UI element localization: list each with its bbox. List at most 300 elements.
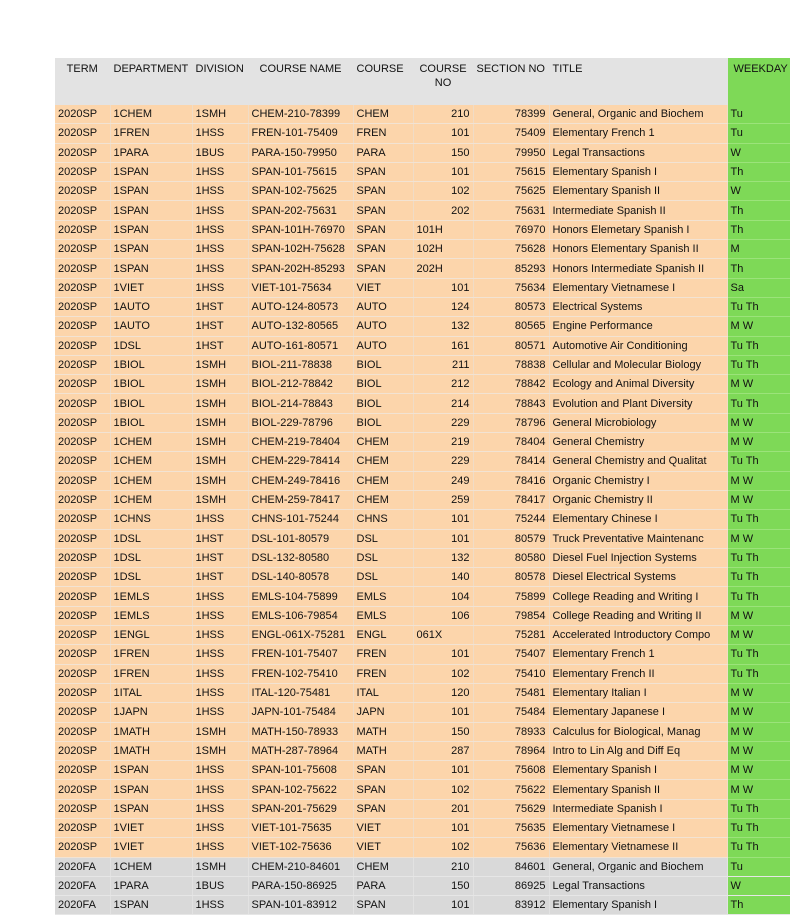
- cell-title[interactable]: Elementary Spanish I: [549, 896, 727, 915]
- cell-course-no[interactable]: 101: [413, 529, 473, 548]
- cell-department[interactable]: 1JAPN: [110, 703, 192, 722]
- cell-term[interactable]: 2020SP: [55, 799, 110, 818]
- cell-title[interactable]: Calculus for Biological, Manag: [549, 722, 727, 741]
- cell-division[interactable]: 1SMH: [192, 471, 248, 490]
- cell-term[interactable]: 2020SP: [55, 259, 110, 278]
- cell-term[interactable]: 2020SP: [55, 317, 110, 336]
- cell-course-name[interactable]: MATH-287-78964: [248, 741, 353, 760]
- cell-course-name[interactable]: AUTO-161-80571: [248, 336, 353, 355]
- cell-course-name[interactable]: BIOL-212-78842: [248, 375, 353, 394]
- cell-section-no[interactable]: 75635: [473, 818, 549, 837]
- cell-course-no[interactable]: 219: [413, 433, 473, 452]
- cell-course[interactable]: VIET: [353, 838, 413, 857]
- cell-course-name[interactable]: SPAN-202H-85293: [248, 259, 353, 278]
- cell-course[interactable]: ENGL: [353, 626, 413, 645]
- cell-title[interactable]: Elementary Spanish I: [549, 761, 727, 780]
- cell-course[interactable]: AUTO: [353, 297, 413, 316]
- cell-weekday[interactable]: M W: [727, 683, 790, 702]
- cell-term[interactable]: 2020SP: [55, 587, 110, 606]
- cell-weekday[interactable]: M W: [727, 703, 790, 722]
- cell-course-name[interactable]: FREN-102-75410: [248, 664, 353, 683]
- table-row[interactable]: [55, 703, 790, 722]
- cell-division[interactable]: 1SMH: [192, 722, 248, 741]
- cell-title[interactable]: Elementary Italian I: [549, 683, 727, 702]
- cell-course-name[interactable]: MATH-150-78933: [248, 722, 353, 741]
- cell-division[interactable]: 1SMH: [192, 741, 248, 760]
- cell-term[interactable]: 2020SP: [55, 162, 110, 181]
- cell-department[interactable]: 1FREN: [110, 124, 192, 143]
- cell-section-no[interactable]: 75631: [473, 201, 549, 220]
- table-row[interactable]: [55, 182, 790, 201]
- cell-course-name[interactable]: FREN-101-75409: [248, 124, 353, 143]
- cell-title[interactable]: Honors Elementary Spanish II: [549, 240, 727, 259]
- cell-section-no[interactable]: 78416: [473, 471, 549, 490]
- cell-course[interactable]: BIOL: [353, 355, 413, 374]
- cell-course-no[interactable]: 150: [413, 876, 473, 895]
- cell-course-name[interactable]: CHNS-101-75244: [248, 510, 353, 529]
- cell-course-no[interactable]: 140: [413, 568, 473, 587]
- cell-course-no[interactable]: 101: [413, 896, 473, 915]
- cell-section-no[interactable]: 75484: [473, 703, 549, 722]
- cell-weekday[interactable]: Tu Th: [727, 568, 790, 587]
- cell-division[interactable]: 1SMH: [192, 355, 248, 374]
- cell-course[interactable]: EMLS: [353, 587, 413, 606]
- cell-title[interactable]: Organic Chemistry II: [549, 490, 727, 509]
- cell-term[interactable]: 2020SP: [55, 664, 110, 683]
- cell-title[interactable]: Elementary Vietnamese I: [549, 818, 727, 837]
- table-row[interactable]: [55, 143, 790, 162]
- cell-title[interactable]: Honors Intermediate Spanish II: [549, 259, 727, 278]
- cell-course-no[interactable]: 259: [413, 490, 473, 509]
- cell-term[interactable]: 2020SP: [55, 818, 110, 837]
- cell-division[interactable]: 1SMH: [192, 413, 248, 432]
- cell-title[interactable]: General, Organic and Biochem: [549, 857, 727, 876]
- cell-course-name[interactable]: SPAN-101-83912: [248, 896, 353, 915]
- cell-term[interactable]: 2020SP: [55, 143, 110, 162]
- cell-division[interactable]: 1HST: [192, 568, 248, 587]
- cell-course[interactable]: FREN: [353, 664, 413, 683]
- cell-course-name[interactable]: EMLS-104-75899: [248, 587, 353, 606]
- cell-course-name[interactable]: PARA-150-86925: [248, 876, 353, 895]
- cell-weekday[interactable]: Tu Th: [727, 336, 790, 355]
- cell-section-no[interactable]: 80578: [473, 568, 549, 587]
- cell-weekday[interactable]: M W: [727, 722, 790, 741]
- cell-section-no[interactable]: 80565: [473, 317, 549, 336]
- cell-course-name[interactable]: SPAN-101-75615: [248, 162, 353, 181]
- cell-course-no[interactable]: 101H: [413, 220, 473, 239]
- cell-department[interactable]: 1PARA: [110, 876, 192, 895]
- table-row[interactable]: [55, 394, 790, 413]
- cell-weekday[interactable]: Sa: [727, 278, 790, 297]
- cell-title[interactable]: Legal Transactions: [549, 143, 727, 162]
- cell-course-no[interactable]: 287: [413, 741, 473, 760]
- table-row[interactable]: [55, 896, 790, 915]
- cell-course-no[interactable]: 101: [413, 645, 473, 664]
- cell-weekday[interactable]: Th: [727, 220, 790, 239]
- table-row[interactable]: [55, 336, 790, 355]
- cell-weekday[interactable]: Tu Th: [727, 510, 790, 529]
- cell-weekday[interactable]: W: [727, 182, 790, 201]
- cell-course[interactable]: CHEM: [353, 105, 413, 124]
- cell-course[interactable]: CHEM: [353, 490, 413, 509]
- cell-course-name[interactable]: VIET-101-75634: [248, 278, 353, 297]
- cell-section-no[interactable]: 75244: [473, 510, 549, 529]
- cell-weekday[interactable]: Tu Th: [727, 799, 790, 818]
- cell-course[interactable]: CHNS: [353, 510, 413, 529]
- cell-section-no[interactable]: 78796: [473, 413, 549, 432]
- cell-department[interactable]: 1VIET: [110, 838, 192, 857]
- cell-term[interactable]: 2020SP: [55, 240, 110, 259]
- cell-department[interactable]: 1SPAN: [110, 201, 192, 220]
- cell-course-name[interactable]: CHEM-219-78404: [248, 433, 353, 452]
- cell-course-name[interactable]: VIET-101-75635: [248, 818, 353, 837]
- cell-term[interactable]: 2020SP: [55, 201, 110, 220]
- cell-division[interactable]: 1HSS: [192, 645, 248, 664]
- cell-division[interactable]: 1SMH: [192, 452, 248, 471]
- cell-term[interactable]: 2020SP: [55, 336, 110, 355]
- cell-course-name[interactable]: SPAN-101H-76970: [248, 220, 353, 239]
- cell-title[interactable]: Elementary Vietnamese II: [549, 838, 727, 857]
- cell-course[interactable]: JAPN: [353, 703, 413, 722]
- cell-course[interactable]: SPAN: [353, 182, 413, 201]
- cell-term[interactable]: 2020FA: [55, 896, 110, 915]
- cell-term[interactable]: 2020SP: [55, 510, 110, 529]
- cell-weekday[interactable]: Tu Th: [727, 838, 790, 857]
- cell-department[interactable]: 1SPAN: [110, 240, 192, 259]
- cell-title[interactable]: General, Organic and Biochem: [549, 105, 727, 124]
- cell-course[interactable]: AUTO: [353, 336, 413, 355]
- cell-section-no[interactable]: 78414: [473, 452, 549, 471]
- cell-course[interactable]: BIOL: [353, 394, 413, 413]
- cell-division[interactable]: 1HSS: [192, 838, 248, 857]
- cell-division[interactable]: 1HSS: [192, 896, 248, 915]
- cell-department[interactable]: 1DSL: [110, 336, 192, 355]
- cell-section-no[interactable]: 78843: [473, 394, 549, 413]
- cell-department[interactable]: 1AUTO: [110, 317, 192, 336]
- cell-title[interactable]: Elementary Spanish I: [549, 162, 727, 181]
- table-row[interactable]: [55, 317, 790, 336]
- cell-course[interactable]: CHEM: [353, 452, 413, 471]
- cell-division[interactable]: 1HSS: [192, 626, 248, 645]
- cell-department[interactable]: 1CHEM: [110, 452, 192, 471]
- cell-course-no[interactable]: 229: [413, 413, 473, 432]
- cell-department[interactable]: 1BIOL: [110, 355, 192, 374]
- cell-department[interactable]: 1SPAN: [110, 182, 192, 201]
- cell-title[interactable]: Honors Elemetary Spanish I: [549, 220, 727, 239]
- cell-course-name[interactable]: SPAN-101-75608: [248, 761, 353, 780]
- cell-course-no[interactable]: 202H: [413, 259, 473, 278]
- cell-course[interactable]: MATH: [353, 741, 413, 760]
- cell-term[interactable]: 2020SP: [55, 838, 110, 857]
- cell-course[interactable]: DSL: [353, 568, 413, 587]
- table-row[interactable]: [55, 683, 790, 702]
- cell-course[interactable]: DSL: [353, 529, 413, 548]
- cell-weekday[interactable]: M W: [727, 413, 790, 432]
- cell-section-no[interactable]: 75625: [473, 182, 549, 201]
- table-row[interactable]: [55, 297, 790, 316]
- cell-section-no[interactable]: 80571: [473, 336, 549, 355]
- cell-course-no[interactable]: 150: [413, 722, 473, 741]
- cell-course-no[interactable]: 106: [413, 606, 473, 625]
- cell-title[interactable]: College Reading and Writing II: [549, 606, 727, 625]
- cell-section-no[interactable]: 84601: [473, 857, 549, 876]
- cell-course-name[interactable]: SPAN-102-75625: [248, 182, 353, 201]
- cell-title[interactable]: Truck Preventative Maintenanc: [549, 529, 727, 548]
- table-row[interactable]: [55, 201, 790, 220]
- cell-division[interactable]: 1HST: [192, 317, 248, 336]
- cell-course-no[interactable]: 132: [413, 548, 473, 567]
- cell-term[interactable]: 2020SP: [55, 375, 110, 394]
- cell-course-name[interactable]: DSL-140-80578: [248, 568, 353, 587]
- cell-term[interactable]: 2020SP: [55, 722, 110, 741]
- cell-course-no[interactable]: 202: [413, 201, 473, 220]
- table-row[interactable]: [55, 741, 790, 760]
- cell-course-no[interactable]: 102: [413, 182, 473, 201]
- cell-course-name[interactable]: CHEM-249-78416: [248, 471, 353, 490]
- table-row[interactable]: [55, 375, 790, 394]
- cell-department[interactable]: 1SPAN: [110, 799, 192, 818]
- cell-weekday[interactable]: M: [727, 240, 790, 259]
- cell-section-no[interactable]: 75407: [473, 645, 549, 664]
- cell-division[interactable]: 1HSS: [192, 703, 248, 722]
- cell-course[interactable]: BIOL: [353, 375, 413, 394]
- cell-course-no[interactable]: 229: [413, 452, 473, 471]
- cell-weekday[interactable]: M W: [727, 529, 790, 548]
- cell-section-no[interactable]: 75409: [473, 124, 549, 143]
- cell-title[interactable]: Organic Chemistry I: [549, 471, 727, 490]
- cell-division[interactable]: 1HST: [192, 529, 248, 548]
- cell-division[interactable]: 1SMH: [192, 857, 248, 876]
- cell-course[interactable]: SPAN: [353, 259, 413, 278]
- cell-title[interactable]: Legal Transactions: [549, 876, 727, 895]
- cell-course[interactable]: VIET: [353, 818, 413, 837]
- cell-course[interactable]: PARA: [353, 876, 413, 895]
- table-row[interactable]: [55, 645, 790, 664]
- cell-term[interactable]: 2020SP: [55, 741, 110, 760]
- cell-course-name[interactable]: ENGL-061X-75281: [248, 626, 353, 645]
- cell-section-no[interactable]: 79950: [473, 143, 549, 162]
- cell-department[interactable]: 1DSL: [110, 568, 192, 587]
- cell-course-no[interactable]: 210: [413, 105, 473, 124]
- cell-department[interactable]: 1BIOL: [110, 413, 192, 432]
- cell-weekday[interactable]: Tu Th: [727, 355, 790, 374]
- cell-weekday[interactable]: M W: [727, 606, 790, 625]
- cell-weekday[interactable]: Th: [727, 201, 790, 220]
- cell-course-no[interactable]: 124: [413, 297, 473, 316]
- cell-division[interactable]: 1HST: [192, 297, 248, 316]
- table-row[interactable]: [55, 105, 790, 124]
- cell-division[interactable]: 1HST: [192, 548, 248, 567]
- cell-division[interactable]: 1HSS: [192, 124, 248, 143]
- cell-term[interactable]: 2020SP: [55, 645, 110, 664]
- cell-title[interactable]: Engine Performance: [549, 317, 727, 336]
- cell-course[interactable]: SPAN: [353, 780, 413, 799]
- cell-course[interactable]: SPAN: [353, 799, 413, 818]
- cell-term[interactable]: 2020SP: [55, 182, 110, 201]
- cell-course-name[interactable]: BIOL-229-78796: [248, 413, 353, 432]
- cell-term[interactable]: 2020SP: [55, 568, 110, 587]
- table-row[interactable]: [55, 626, 790, 645]
- cell-division[interactable]: 1HSS: [192, 606, 248, 625]
- cell-department[interactable]: 1MATH: [110, 722, 192, 741]
- cell-section-no[interactable]: 76970: [473, 220, 549, 239]
- cell-department[interactable]: 1ENGL: [110, 626, 192, 645]
- cell-division[interactable]: 1HSS: [192, 799, 248, 818]
- cell-weekday[interactable]: Tu Th: [727, 587, 790, 606]
- cell-course-no[interactable]: 101: [413, 818, 473, 837]
- table-row[interactable]: [55, 240, 790, 259]
- cell-section-no[interactable]: 79854: [473, 606, 549, 625]
- cell-course[interactable]: ITAL: [353, 683, 413, 702]
- cell-course-no[interactable]: 102: [413, 780, 473, 799]
- cell-course-name[interactable]: ITAL-120-75481: [248, 683, 353, 702]
- cell-course-no[interactable]: 214: [413, 394, 473, 413]
- cell-weekday[interactable]: Tu Th: [727, 645, 790, 664]
- cell-department[interactable]: 1SPAN: [110, 220, 192, 239]
- cell-course[interactable]: SPAN: [353, 240, 413, 259]
- cell-term[interactable]: 2020SP: [55, 452, 110, 471]
- table-row[interactable]: [55, 162, 790, 181]
- cell-course-no[interactable]: 101: [413, 278, 473, 297]
- cell-course-name[interactable]: AUTO-132-80565: [248, 317, 353, 336]
- cell-section-no[interactable]: 75481: [473, 683, 549, 702]
- cell-course-name[interactable]: BIOL-214-78843: [248, 394, 353, 413]
- cell-course-no[interactable]: 101: [413, 124, 473, 143]
- cell-course-name[interactable]: CHEM-259-78417: [248, 490, 353, 509]
- cell-department[interactable]: 1SPAN: [110, 780, 192, 799]
- table-row[interactable]: [55, 220, 790, 239]
- cell-course[interactable]: SPAN: [353, 220, 413, 239]
- cell-course-no[interactable]: 120: [413, 683, 473, 702]
- cell-department[interactable]: 1SPAN: [110, 259, 192, 278]
- cell-department[interactable]: 1CHNS: [110, 510, 192, 529]
- cell-department[interactable]: 1CHEM: [110, 433, 192, 452]
- cell-division[interactable]: 1HSS: [192, 587, 248, 606]
- cell-course-name[interactable]: CHEM-210-84601: [248, 857, 353, 876]
- cell-title[interactable]: Elementary French II: [549, 664, 727, 683]
- cell-course-no[interactable]: 212: [413, 375, 473, 394]
- cell-section-no[interactable]: 75410: [473, 664, 549, 683]
- cell-course[interactable]: SPAN: [353, 896, 413, 915]
- cell-term[interactable]: 2020SP: [55, 703, 110, 722]
- cell-section-no[interactable]: 78399: [473, 105, 549, 124]
- table-row[interactable]: [55, 355, 790, 374]
- cell-division[interactable]: 1HSS: [192, 780, 248, 799]
- cell-course-no[interactable]: 101: [413, 761, 473, 780]
- cell-course-name[interactable]: SPAN-202-75631: [248, 201, 353, 220]
- table-row[interactable]: [55, 664, 790, 683]
- cell-course[interactable]: PARA: [353, 143, 413, 162]
- table-row[interactable]: [55, 124, 790, 143]
- table-row[interactable]: [55, 471, 790, 490]
- cell-term[interactable]: 2020FA: [55, 876, 110, 895]
- cell-section-no[interactable]: 75629: [473, 799, 549, 818]
- table-row[interactable]: [55, 278, 790, 297]
- cell-term[interactable]: 2020SP: [55, 683, 110, 702]
- cell-department[interactable]: 1DSL: [110, 529, 192, 548]
- cell-weekday[interactable]: Tu Th: [727, 818, 790, 837]
- cell-weekday[interactable]: M W: [727, 471, 790, 490]
- cell-division[interactable]: 1HSS: [192, 182, 248, 201]
- cell-department[interactable]: 1EMLS: [110, 606, 192, 625]
- cell-department[interactable]: 1FREN: [110, 664, 192, 683]
- cell-course[interactable]: CHEM: [353, 857, 413, 876]
- cell-division[interactable]: 1SMH: [192, 490, 248, 509]
- table-row[interactable]: [55, 838, 790, 857]
- cell-department[interactable]: 1ITAL: [110, 683, 192, 702]
- cell-course-no[interactable]: 101: [413, 703, 473, 722]
- cell-term[interactable]: 2020SP: [55, 490, 110, 509]
- cell-course[interactable]: CHEM: [353, 433, 413, 452]
- cell-section-no[interactable]: 75899: [473, 587, 549, 606]
- cell-weekday[interactable]: Tu: [727, 857, 790, 876]
- table-row[interactable]: [55, 568, 790, 587]
- cell-division[interactable]: 1HSS: [192, 664, 248, 683]
- cell-course-no[interactable]: 101: [413, 162, 473, 181]
- cell-course-no[interactable]: 201: [413, 799, 473, 818]
- cell-title[interactable]: Intermediate Spanish II: [549, 201, 727, 220]
- cell-title[interactable]: Elementary Vietnamese I: [549, 278, 727, 297]
- cell-title[interactable]: Elementary French 1: [549, 124, 727, 143]
- cell-division[interactable]: 1HSS: [192, 259, 248, 278]
- cell-title[interactable]: Diesel Electrical Systems: [549, 568, 727, 587]
- cell-weekday[interactable]: M W: [727, 741, 790, 760]
- cell-course-no[interactable]: 249: [413, 471, 473, 490]
- table-row[interactable]: [55, 413, 790, 432]
- cell-title[interactable]: Ecology and Animal Diversity: [549, 375, 727, 394]
- cell-term[interactable]: 2020FA: [55, 857, 110, 876]
- cell-division[interactable]: 1HSS: [192, 761, 248, 780]
- cell-course-name[interactable]: PARA-150-79950: [248, 143, 353, 162]
- cell-course[interactable]: BIOL: [353, 413, 413, 432]
- cell-department[interactable]: 1SPAN: [110, 162, 192, 181]
- cell-course-name[interactable]: SPAN-102-75622: [248, 780, 353, 799]
- cell-weekday[interactable]: M W: [727, 490, 790, 509]
- cell-division[interactable]: 1HSS: [192, 220, 248, 239]
- cell-title[interactable]: Accelerated Introductory Compo: [549, 626, 727, 645]
- cell-term[interactable]: 2020SP: [55, 105, 110, 124]
- cell-department[interactable]: 1VIET: [110, 818, 192, 837]
- cell-course-no[interactable]: 104: [413, 587, 473, 606]
- cell-department[interactable]: 1CHEM: [110, 471, 192, 490]
- cell-course-name[interactable]: EMLS-106-79854: [248, 606, 353, 625]
- cell-weekday[interactable]: M W: [727, 761, 790, 780]
- cell-weekday[interactable]: Tu Th: [727, 664, 790, 683]
- table-row[interactable]: [55, 510, 790, 529]
- table-row[interactable]: [55, 529, 790, 548]
- cell-department[interactable]: 1CHEM: [110, 105, 192, 124]
- cell-section-no[interactable]: 78417: [473, 490, 549, 509]
- cell-division[interactable]: 1HSS: [192, 162, 248, 181]
- cell-section-no[interactable]: 86925: [473, 876, 549, 895]
- cell-division[interactable]: 1BUS: [192, 876, 248, 895]
- cell-course[interactable]: VIET: [353, 278, 413, 297]
- cell-course-name[interactable]: FREN-101-75407: [248, 645, 353, 664]
- cell-course-name[interactable]: AUTO-124-80573: [248, 297, 353, 316]
- cell-course-name[interactable]: DSL-101-80579: [248, 529, 353, 548]
- cell-weekday[interactable]: Tu: [727, 124, 790, 143]
- cell-course[interactable]: FREN: [353, 124, 413, 143]
- cell-course-no[interactable]: 210: [413, 857, 473, 876]
- cell-department[interactable]: 1EMLS: [110, 587, 192, 606]
- cell-term[interactable]: 2020SP: [55, 529, 110, 548]
- cell-section-no[interactable]: 80573: [473, 297, 549, 316]
- cell-weekday[interactable]: M W: [727, 780, 790, 799]
- cell-weekday[interactable]: Tu Th: [727, 394, 790, 413]
- cell-department[interactable]: 1CHEM: [110, 857, 192, 876]
- table-row[interactable]: [55, 857, 790, 876]
- cell-course-no[interactable]: 150: [413, 143, 473, 162]
